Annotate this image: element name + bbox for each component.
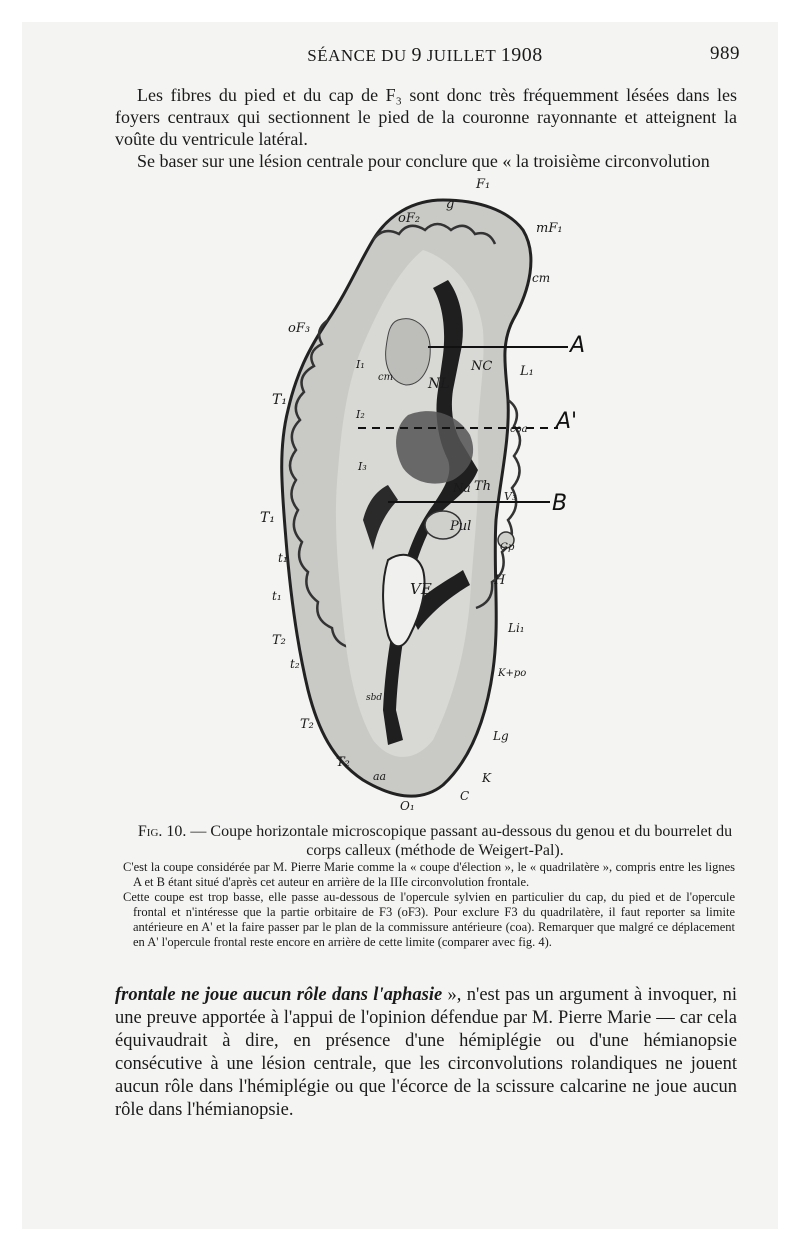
label-Li1: Li₁	[508, 621, 525, 635]
label-oF3: oF₃	[288, 321, 311, 336]
label-L1: L₁	[520, 364, 534, 379]
figure-note-2: Cette coupe est trop basse, elle passe au-dessous de l'opercule sylvien en particulier du cap, du pied et de l'opercule frontal et n'intéresse que la partie orbitaire de F3 (oF3). Pour exclure F3 du quadrilatère, il faut reporter sa limite antérieure en A' et la faire passer par le plan de la commissure antérieure (coa). Remarquer que malgré ce déplacement en A' l'opercule frontal reste encore en arrière de cette limite (comparer avec fig. 4).	[123, 890, 735, 949]
label-coa: coa	[510, 424, 528, 435]
label-C: C	[460, 789, 470, 803]
title-month: JUILLET	[421, 46, 501, 65]
label-T1-lower: T₁	[260, 510, 275, 526]
label-V3: V₃	[504, 490, 517, 503]
label-T2-c: T₂	[336, 755, 350, 770]
figure-caption	[135, 822, 735, 860]
label-H: H	[494, 573, 506, 588]
label-O1: O₁	[400, 799, 415, 813]
label-oF2: oF₂	[398, 211, 421, 226]
label-aa: aa	[373, 770, 387, 783]
label-cm-2: cm	[378, 372, 394, 383]
label-sbd: sbd	[366, 693, 383, 703]
label-K: K	[482, 771, 491, 785]
label-cm: cm	[532, 271, 551, 285]
label-I1: I₁	[356, 358, 365, 371]
figure-note-1: C'est la coupe considérée par M. Pierre Marie comme la « coupe d'élection », le « quadrilatère », compris entre les lignes A et B étant situé d'après cet auteur en arrière de la IIIe circonvolution frontale.	[123, 860, 735, 889]
label-t1-upper: t₁	[278, 551, 288, 565]
label-T1-upper: T₁	[272, 392, 287, 408]
label-Gp: Gp	[500, 542, 515, 553]
label-t2: t₂	[290, 657, 300, 671]
bottom-body-text	[115, 984, 737, 1122]
page-number: 989	[710, 43, 740, 64]
label-F1: F₁	[476, 177, 491, 192]
label-T2-a: T₂	[272, 633, 286, 648]
running-head	[110, 44, 740, 70]
label-g: g	[446, 197, 455, 212]
label-t1-lower: t₁	[272, 589, 282, 603]
figure-caption-text: — Coupe horizontale microscopique passant au-dessous du genou et du bourrelet du corps calleux (méthode de Weigert-Pal).	[186, 823, 733, 859]
title-day: 9	[411, 44, 422, 66]
brain-section-figure	[238, 170, 598, 820]
label-Kpo: K+po	[498, 668, 527, 679]
label-Th: Th	[474, 479, 492, 494]
label-A: A	[570, 333, 586, 358]
label-Na: Na	[453, 481, 471, 495]
label-Lg: Lg	[493, 729, 509, 743]
label-NC: NC	[471, 359, 493, 374]
label-Pul: Pul	[450, 519, 472, 534]
label-B: B	[552, 491, 568, 516]
title-year: 1908	[500, 44, 543, 66]
label-I3: I₃	[358, 460, 367, 473]
paragraph-continuation: », n'est pas un argument à invoquer, ni une preuve apportée à l'appui de l'opinion défendue par M. Pierre Marie — car cela équivaudrait à dire, en présence d'une hémiplégie ou d'une hémianopsie consécutive à une lésion centrale, que les circonvolutions rolandiques ne jouent aucun rôle dans l'hémiplégie ou que l'écorce de la scissure calcarine ne joue aucun rôle dans l'hémianopsie.	[115, 985, 737, 1120]
title-prefix: SÉANCE DU	[307, 46, 412, 65]
label-NL: NL	[428, 376, 450, 392]
brain-section-illustration	[238, 170, 598, 820]
figure-label: Fig. 10.	[137, 823, 187, 840]
italic-continuation: frontale ne joue aucun rôle dans l'aphasie	[115, 985, 443, 1005]
label-mF1: mF₁	[536, 221, 563, 236]
figure-notes	[123, 860, 735, 950]
paragraph-1: Les fibres du pied et du cap de F₃ sont donc très fréquemment lésées dans les foyers centraux qui sectionnent le pied de la couronne rayonnante et atteignent la voûte du ventricule latéral.	[115, 85, 737, 149]
paragraph-2: Se baser sur une lésion centrale pour conclure que « la troisième circonvolution	[137, 151, 710, 171]
running-title	[110, 44, 740, 67]
label-I2: I₂	[356, 408, 365, 421]
top-body-text	[115, 84, 737, 172]
label-A-prime: A'	[556, 409, 578, 434]
label-T2-b: T₂	[300, 717, 314, 732]
label-VE: VE	[410, 580, 432, 598]
